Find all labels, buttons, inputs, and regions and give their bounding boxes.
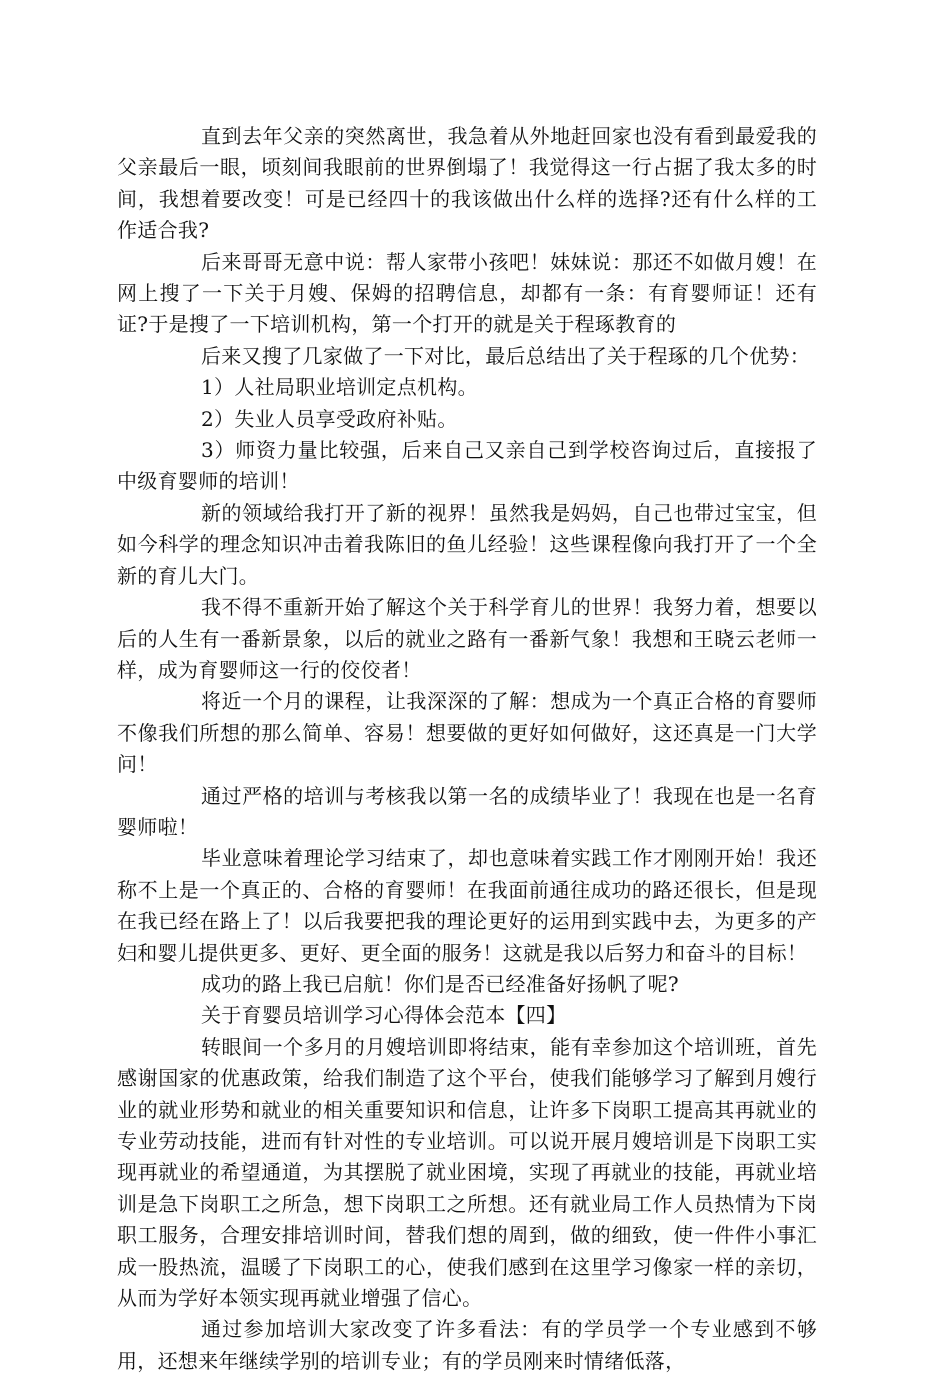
paragraph: 转眼间一个多月的月嫂培训即将结束，能有幸参加这个培训班，首先感谢国家的优惠政策，给我们制造了这个平台，使我们能够学习了解到月嫂行业的就业形势和就业的相关重要知识和信息，让许多下岗职工提高其再就业的专业劳动技能，进而有针对性的专业培训。可以说开展月嫂培训是下岗职工实现再就业的希望通道，为其摆脱了就业困境，实现了再就业的技能，再就业培训是急下岗职工之所急，想下岗职工之所想。还有就业局工作人员热情为下岗职工服务，合理安排培训时间，替我们想的周到，做的细致，使一件件小事汇成一股热流，温暖了下岗职工的心，使我们感到在这里学习像家一样的亲切，从而为学好本领实现再就业增强了信心。	[117, 1034, 817, 1311]
paragraph: 新的领域给我打开了新的视界！虽然我是妈妈，自己也带过宝宝，但如今科学的理念知识冲击着我陈旧的鱼儿经验！这些课程像向我打开了一个全新的育儿大门。	[117, 500, 817, 588]
list-item: 1）人社局职业培训定点机构。	[201, 375, 478, 400]
paragraph: 成功的路上我已启航！你们是否已经准备好扬帆了呢?	[201, 971, 679, 996]
paragraph: 后来哥哥无意中说：帮人家带小孩吧！妹妹说：那还不如做月嫂！在网上搜了一下关于月嫂、保姆的招聘信息，却都有一条：有育婴师证！还有证?于是搜了一下培训机构，第一个打开的就是关于程琢教育的	[117, 249, 817, 337]
paragraph: 通过严格的培训与考核我以第一名的成绩毕业了！我现在也是一名育婴师啦！	[117, 783, 817, 839]
paragraph: 直到去年父亲的突然离世，我急着从外地赶回家也没有看到最爱我的父亲最后一眼，顷刻间我眼前的世界倒塌了！我觉得这一行占据了我太多的时间，我想着要改变！可是已经四十的我该做出什么样的选择?还有什么样的工作适合我?	[117, 124, 817, 243]
list-item: 2）失业人员享受政府补贴。	[201, 406, 458, 431]
paragraph: 通过参加培训大家改变了许多看法：有的学员学一个专业感到不够用，还想来年继续学别的培训专业；有的学员刚来时情绪低落，	[117, 1317, 817, 1373]
list-item: 3）师资力量比较强，后来自己又亲自己到学校咨询过后，直接报了中级育婴师的培训！	[117, 438, 817, 494]
document-body	[117, 121, 817, 1377]
paragraph: 我不得不重新开始了解这个关于科学育儿的世界！我努力着，想要以后的人生有一番新景象，以后的就业之路有一番新气象！我想和王晓云老师一样，成为育婴师这一行的佼佼者！	[117, 595, 817, 682]
paragraph: 毕业意味着理论学习结束了，却也意味着实践工作才刚刚开始！我还称不上是一个真正的、合格的育婴师！在我面前通往成功的路还很长，但是现在我已经在路上了！以后我要把我的理论更好的运用到实践中去，为更多的产妇和婴儿提供更多、更好、更全面的服务！这就是我以后努力和奋斗的目标！	[117, 846, 817, 965]
paragraph: 将近一个月的课程，让我深深的了解：想成为一个真正合格的育婴师不像我们所想的那么简单、容易！想要做的更好如何做好，这还真是一门大学问！	[117, 689, 817, 777]
paragraph: 后来又搜了几家做了一下对比，最后总结出了关于程琢的几个优势：	[201, 343, 810, 368]
section-heading: 关于育婴员培训学习心得体会范本【四】	[201, 1003, 567, 1028]
